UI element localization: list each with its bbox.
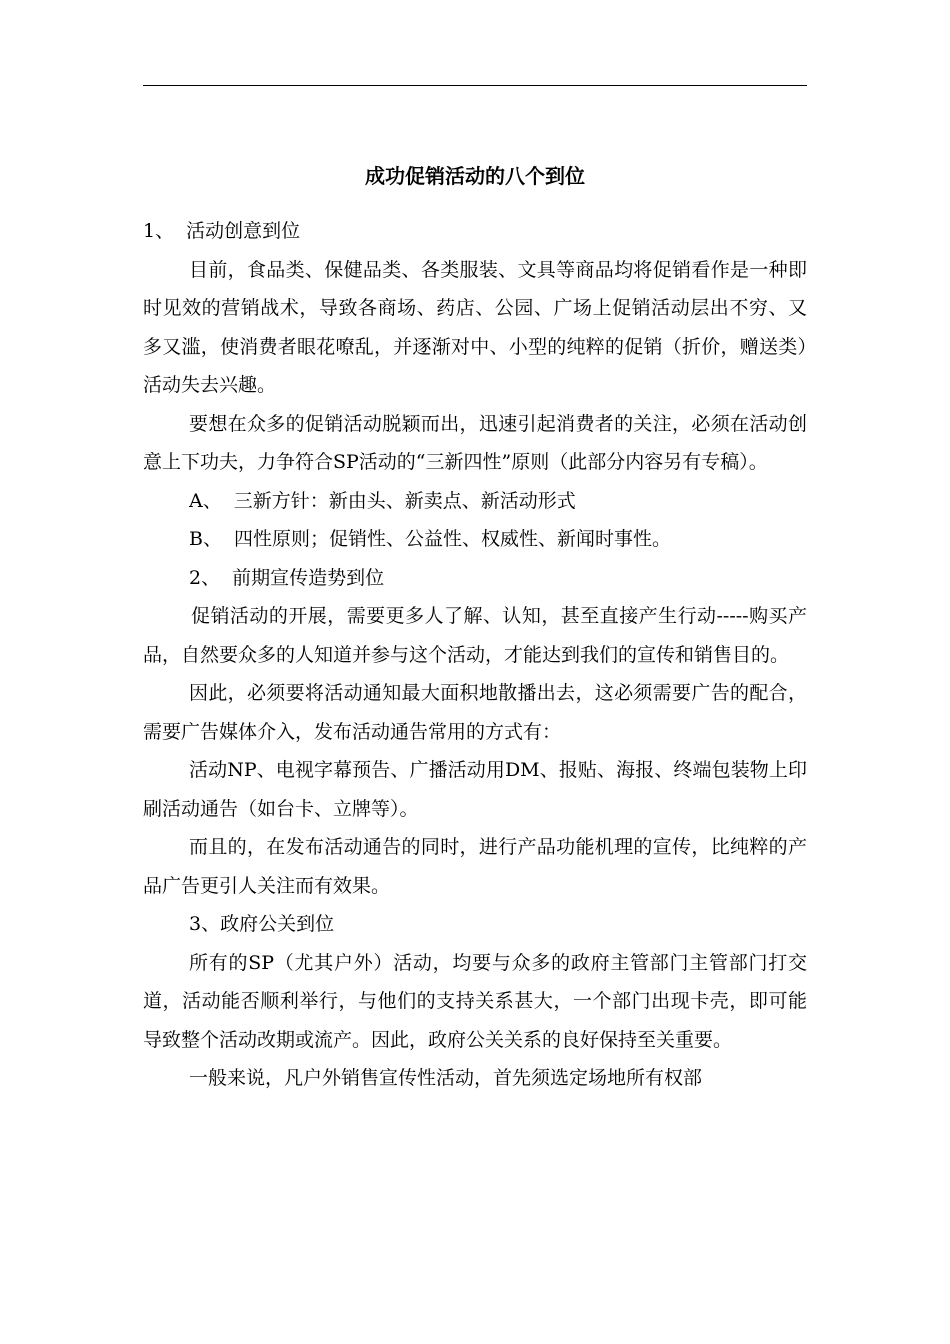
body-paragraph: 活动NP、电视字幕预告、广播活动用DM、报贴、海报、终端包装物上印刷活动通告（如台卡、立牌等）。 <box>143 759 807 820</box>
body-paragraph: 所有的SP（尤其户外）活动，均要与众多的政府主管部门主管部门打交道，活动能否顺利举行，与他们的支持关系甚大，一个部门出现卡壳，即可能导致整个活动改期或流产。因此，政府公关关系的良好保持至关重要。 <box>143 951 807 1051</box>
document-body <box>143 212 807 1098</box>
document-title: 成功促销活动的八个到位 <box>365 164 585 188</box>
section-heading: 2、 前期宣传造势到位 <box>189 566 385 589</box>
section-heading: 3、政府公关到位 <box>189 913 335 935</box>
body-paragraph: 因此，必须要将活动通知最大面积地散播出去，这必须需要广告的配合，需要广告媒体介入，发布活动通告常用的方式有： <box>143 682 807 743</box>
body-paragraph: 要想在众多的促销活动脱颖而出，迅速引起消费者的关注，必须在活动创意上下功夫，力争符合SP活动的“三新四性”原则（此部分内容另有专稿）。 <box>143 412 807 473</box>
body-paragraph: 促销活动的开展，需要更多人了解、认知，甚至直接产生行动-----购买产品，自然要众多的人知道并参与这个活动，才能达到我们的宣传和销售目的。 <box>143 605 807 666</box>
section-heading: 1、 活动创意到位 <box>143 220 301 242</box>
header-rule <box>143 85 807 86</box>
list-item: B、 四性原则；促销性、公益性、权威性、新闻时事性。 <box>189 528 672 550</box>
body-paragraph: 而且的，在发布活动通告的同时，进行产品功能机理的宣传，比纯粹的产品广告更引人关注而有效果。 <box>143 836 807 897</box>
body-paragraph: 目前，食品类、保健品类、各类服装、文具等商品均将促销看作是一种即时见效的营销战术，导致各商场、药店、公园、广场上促销活动层出不穷、又多又滥，使消费者眼花嘹乱，并逐渐对中、小型的纯粹的促销（折价，赠送类）活动失去兴趣。 <box>143 258 807 396</box>
list-item: A、 三新方针：新由头、新卖点、新活动形式 <box>189 489 576 512</box>
body-paragraph: 一般来说，凡户外销售宣传性活动，首先须选定场地所有权部 <box>189 1067 703 1089</box>
